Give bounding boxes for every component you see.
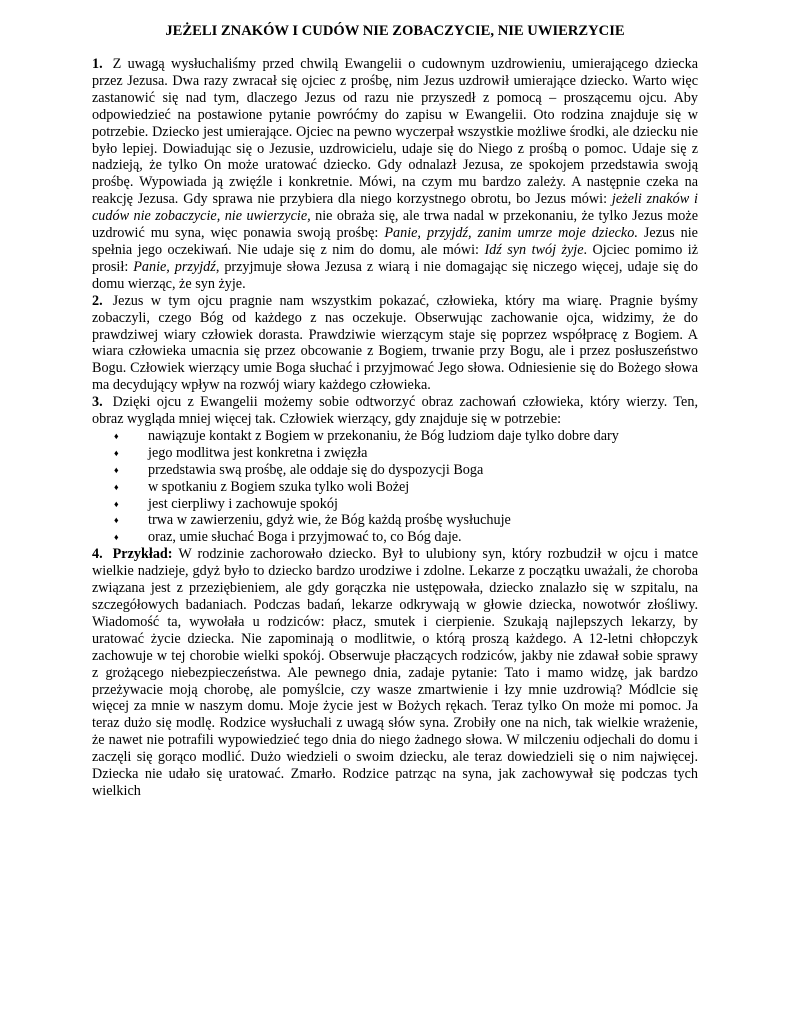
section-3-text: Dzięki ojcu z Ewangelii możemy sobie odtworzyć obraz zachowań człowieka, który wierzy. Ten, obraz wygląda mniej więcej tak. Człowiek wierzący, gdy znajduje się w potrzebie: — [92, 394, 698, 428]
section-1 — [92, 56, 698, 293]
section-1-text-a: Z uwagą wysłuchaliśmy przed chwilą Ewangelii o cudownym uzdrowieniu, umierającego dziecka przez Jezusa. Dwa razy zwracał się ojciec z prośbę, nim Jezus uzdrowił umierające dziecko. Warto więc zastanowić się nad tym, dlaczego Jezus od razu nie przyszedł z pomocą – proszącemu ojcu. Aby odpowiedzieć na postawione pytanie powróćmy do zapisu w Ewangelii. Oto rodzina znajduje się w potrzebie. Dziecko jest umierające. Ojciec na pewno wyczerpał wszystkie możliwe środki, ale dziecku nie było lepiej. Dowiadując się o Jezusie, uzdrowicielu, udaje się do Niego z prośbą o pomoc. Udaje się z nadzieją, że tylko On może uratować dziecko. Gdy odnalazł Jezusa, ze spokojem przedstawia swoją prośbę. Wypowiada ją zwięźle i konkretnie. Mówi, na czym mu bardzo zależy. A następnie czeka na reakcję Jezusa. Gdy sprawa nie przybiera dla niego korzystnego obrotu, bo Jezus mówi: — [92, 56, 698, 208]
section-4 — [92, 546, 698, 800]
section-2-text: Jezus w tym ojcu pragnie nam wszystkim pokazać, człowieka, który ma wiarę. Pragnie byśmy zobaczyli, czego Bóg od każdego z nas oczekuje. Obserwując zachowanie ojca, widzimy, że do prawdziwej wiary człowiek dorasta. Prawdziwie wierzącym staje się poprzez współpracę z Bogiem. A wiara człowieka umacnia się przez obcowanie z Bogiem, trwanie przy Bogu, ale i przez posłuszeństwo Bogu. Człowiek wierzący umie Boga słuchać i przyjmować Jego słowa. Odniesienie się do Bożego słowa ma decydujący wpływ na rozwój wiary każdego człowieka. — [92, 292, 698, 394]
bullet-text: przedstawia swą prośbę, ale oddaje się do dyspozycji Boga — [148, 461, 484, 478]
bullet-text: oraz, umie słuchać Boga i przyjmować to, co Bóg daje. — [148, 529, 462, 546]
bullet-item — [92, 496, 698, 513]
diamond-bullet-icon: ♦ — [114, 464, 119, 475]
section-1-text-e: , przyjmuje słowa Jezusa z wiarą i nie domagając się niczego więcej, udaje się do domu wierząc, że syn żyje. — [92, 258, 698, 292]
section-1-number: 1. — [92, 56, 103, 72]
diamond-bullet-icon: ♦ — [114, 532, 119, 543]
diamond-bullet-icon: ♦ — [114, 498, 119, 509]
section-1-text-c: Jezus nie spełnia jego oczekiwań. Nie udaje się z nim do domu, ale mówi: — [92, 225, 698, 258]
bullet-text: trwa w zawierzeniu, gdyż wie, że Bóg każdą prośbę wysłuchuje — [148, 512, 511, 529]
diamond-bullet-icon: ♦ — [114, 430, 119, 441]
example-label: Przykład: — [112, 546, 173, 563]
bullet-item — [92, 529, 698, 546]
section-4-text: W rodzinie zachorowało dziecko. Był to ulubiony syn, który rozbudził w ojcu i matce wielkie nadzieje, gdyż było to dziecko bardzo urodziwe i zdolne. Lekarze z początku uważali, że choroba związana jest z przeziębieniem, ale gdy gorączka nie ustępowała, dziecko znalazło się w szpitalu, na szczegółowych badaniach. Podczas badań, lekarze odkrywają w głowie dziecka, nowotwór złośliwy. Wiadomość ta, wywołała u rodziców: płacz, smutek i cierpienie. Szukają najlepszych lekarzy, by uratować życie dziecka. Nie zapominają o modlitwie, o którą proszą każdego. A 12-letni chłopczyk zachowuje w tej chorobie wielki spokój. Obserwuje płaczących rodziców, jakby nie zdawał sobie sprawy z grożącego niebezpieczeństwa. Ale pewnego dnia, zadaje pytanie: Tato i mamo widzę, jak bardzo przeżywacie moją chorobę, ale pomyślcie, czy wasze zmartwienie i łzy mnie uzdrowią? Módlcie się więcej za mnie w naszym domu. Moje życie jest w Bożych rękach. Teraz tylko On może mi pomoc. Ja teraz dużo się modlę. Rodzice wysłuchali z uwagą słów syna. Zrobiły one na nich, tak wielkie wrażenie, że nawet nie potrafili wypowiedzieć tego dnia do niego żadnego słowa. W milczeniu odjechali do domu i zaczęli się gorąco modlić. Dużo wiedzieli o swoim dziecku, ale teraz dowiedzieli się o nim najwięcej. Dziecka nie udało się uratować. Zmarło. Rodzice patrząc na syna, jak zachowywał się podczas tych wielkich — [92, 546, 698, 799]
bullet-text: jest cierpliwy i zachowuje spokój — [148, 495, 338, 512]
bullet-item — [92, 445, 698, 462]
section-1-quote-a: jeżeli znaków i cudów nie zobaczycie, nie uwierzycie, — [92, 191, 698, 225]
section-1-text-d: . Ojciec pomimo iż prosił: — [92, 241, 699, 275]
bullet-text: nawiązuje kontakt z Bogiem w przekonaniu, że Bóg ludziom daje tylko dobre dary — [148, 427, 619, 444]
bullet-item — [92, 462, 698, 479]
section-1-quote-d: Panie, przyjdź — [133, 258, 216, 275]
section-1-quote-c: Idź syn twój żyje — [484, 241, 584, 258]
diamond-bullet-icon: ♦ — [114, 447, 119, 458]
bullet-text: w spotkaniu z Bogiem szuka tylko woli Bożej — [148, 478, 410, 495]
section-3 — [92, 394, 698, 428]
section-2 — [92, 293, 698, 394]
diamond-bullet-icon: ♦ — [114, 481, 119, 492]
section-3-number: 3. — [92, 394, 103, 411]
section-1-quote-b: Panie, przyjdź, zanim umrze moje dziecko. — [384, 225, 638, 242]
bullet-item — [92, 512, 698, 529]
section-1-text-b: nie obraża się, ale trwa nadal w przekonaniu, że tylko Jezus może uzdrowić mu syna, więc ponawia swoją prośbę: — [92, 208, 698, 242]
bullet-text: jego modlitwa jest konkretna i zwięzła — [148, 444, 368, 461]
section-4-number: 4. — [92, 546, 103, 563]
section-3-bullet-list — [92, 428, 698, 546]
bullet-item — [92, 479, 698, 496]
section-2-number: 2. — [92, 292, 103, 309]
document-title: JEŻELI ZNAKÓW I CUDÓW NIE ZOBACZYCIE, NIE UWIERZYCIE — [165, 23, 625, 39]
bullet-item — [92, 428, 698, 445]
diamond-bullet-icon: ♦ — [114, 515, 119, 526]
document-page — [92, 22, 698, 800]
